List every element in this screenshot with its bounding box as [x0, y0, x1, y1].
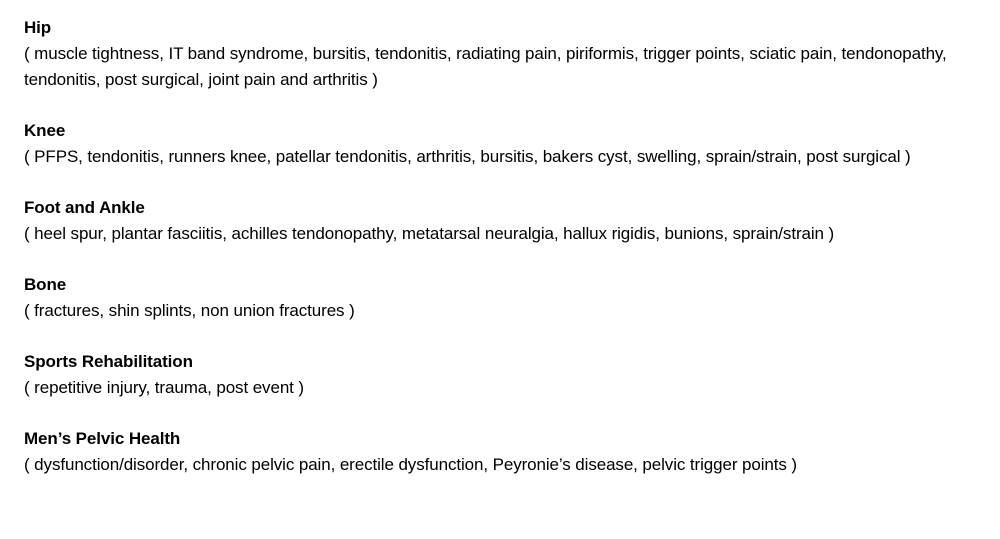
section-sports-rehabilitation: [24, 349, 964, 401]
section-conditions: ( heel spur, plantar fasciitis, achilles tendonopathy, metatarsal neuralgia, hallux rigidis, bunions, sprain/strain ): [24, 224, 835, 243]
conditions-list: [24, 15, 964, 503]
section-conditions: ( repetitive injury, trauma, post event ): [24, 378, 304, 397]
section-knee: [24, 118, 964, 170]
section-mens-pelvic-health: [24, 426, 964, 478]
section-bone: [24, 272, 964, 324]
section-title: Sports Rehabilitation: [24, 352, 193, 371]
section-title: Men’s Pelvic Health: [24, 429, 181, 448]
section-title: Bone: [24, 275, 67, 294]
section-title: Knee: [24, 121, 66, 140]
section-foot-and-ankle: [24, 195, 964, 247]
section-title: Hip: [24, 18, 52, 37]
section-hip: [24, 15, 964, 93]
section-title: Foot and Ankle: [24, 198, 145, 217]
section-conditions: ( PFPS, tendonitis, runners knee, patellar tendonitis, arthritis, bursitis, bakers cyst, swelling, sprain/strain, post surgical ): [24, 147, 911, 166]
section-conditions: ( fractures, shin splints, non union fractures ): [24, 301, 355, 320]
section-conditions: ( muscle tightness, IT band syndrome, bursitis, tendonitis, radiating pain, piriformis, trigger points, sciatic pain, tendonopathy, tendonitis, post surgical, joint pain and arthritis ): [24, 44, 947, 89]
section-conditions: ( dysfunction/disorder, chronic pelvic pain, erectile dysfunction, Peyronie’s disease, pelvic trigger points ): [24, 455, 797, 474]
